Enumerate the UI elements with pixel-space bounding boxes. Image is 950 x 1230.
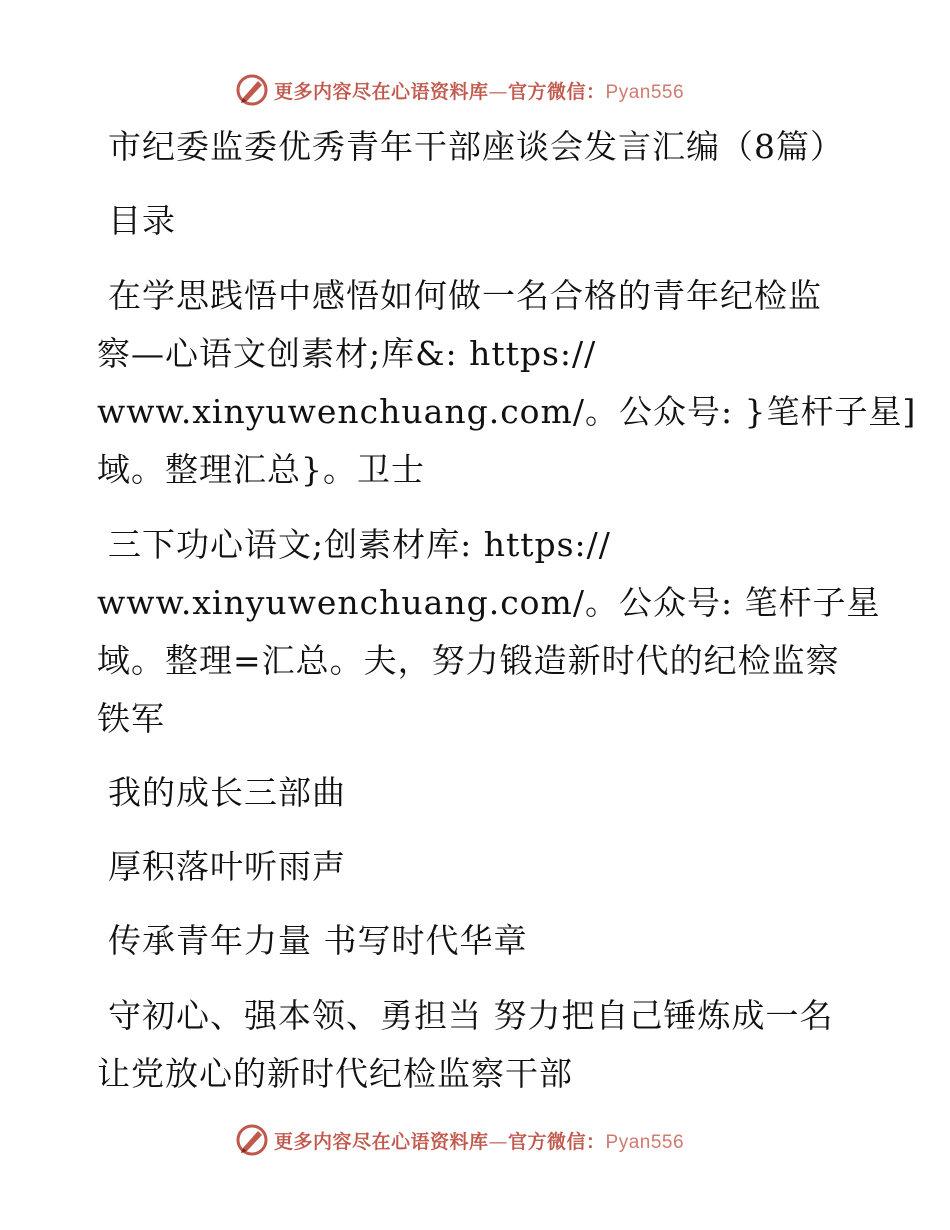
banner-text: 更多内容尽在心语资料库—官方微信：Pyan556 (274, 1130, 685, 1153)
toc-line: 厚积落叶听雨声 (108, 847, 346, 886)
pen-logo-icon (234, 72, 270, 108)
toc-line: 我的成长三部曲 (108, 773, 346, 812)
toc-line: www.xinyuwenchuang.com/。公众号: }笔杆子星] (97, 392, 917, 431)
toc-line: 在学思践悟中感悟如何做一名合格的青年纪检监 (108, 276, 822, 315)
toc-line: 三下功心语文;创素材库: https:// (108, 525, 611, 564)
footer-banner (234, 1120, 704, 1160)
pen-logo-icon (234, 1122, 270, 1158)
toc-line: 传承青年力量 书写时代华章 (108, 921, 528, 960)
toc-line: 域。整理=汇总。夫，努力锻造新时代的纪检监察 (97, 641, 840, 680)
toc-line: www.xinyuwenchuang.com/。公众号: 笔杆子星 (97, 583, 881, 622)
toc-line: 守初心、强本领、勇担当 努力把自己锤炼成一名 (108, 996, 834, 1035)
toc-heading: 目录 (108, 201, 176, 240)
toc-line: 让党放心的新时代纪检监察干部 (97, 1054, 573, 1093)
toc-line: 铁军 (97, 699, 165, 738)
toc-line: 察—心语文创素材;库&: https:// (97, 334, 597, 373)
header-banner (234, 70, 704, 110)
document-title: 市纪委监委优秀青年干部座谈会发言汇编（8篇） (108, 127, 844, 166)
toc-line: 域。整理汇总}。卫士 (97, 450, 425, 489)
banner-text: 更多内容尽在心语资料库—官方微信：Pyan556 (274, 80, 685, 103)
